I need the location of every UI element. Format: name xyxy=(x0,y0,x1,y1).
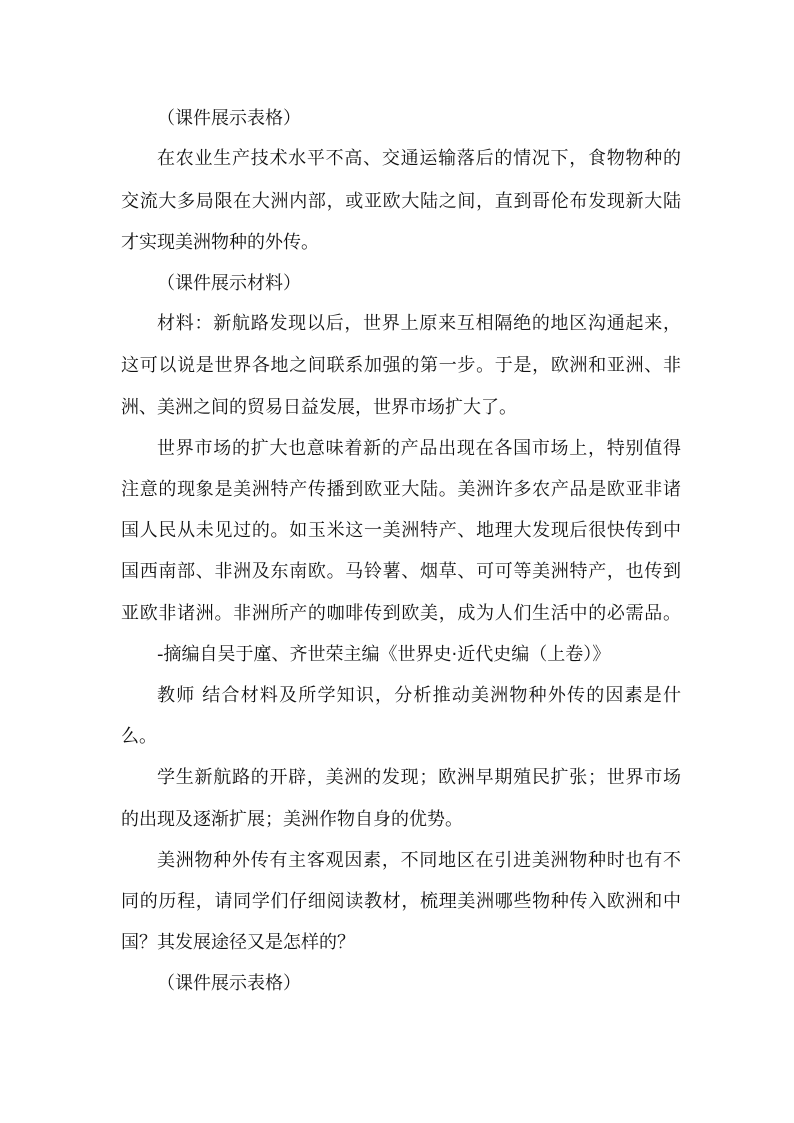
text-line: （课件展示材料） xyxy=(157,273,301,294)
text-line: 国？其发展途径又是怎样的？ xyxy=(121,932,355,953)
text-line: 材料：新航路发现以后，世界上原来互相隔绝的地区沟通起来， xyxy=(157,313,681,334)
text-line: 交流大多局限在大洲内部，或亚欧大陆之间，直到哥伦布发现新大陆 xyxy=(121,191,681,212)
text-line: （课件展示表格） xyxy=(157,108,301,129)
text-line: 教师 结合材料及所学知识，分析推动美洲物种外传的因素是什 xyxy=(157,685,681,706)
text-line: 的出现及逐渐扩展；美洲作物自身的优势。 xyxy=(121,809,463,830)
text-line: 国西南部、非洲及东南欧。马铃薯、烟草、可可等美洲特产，也传到 xyxy=(121,561,681,582)
text-line: 学生新航路的开辟，美洲的发现；欧洲早期殖民扩张；世界市场 xyxy=(157,767,681,788)
text-line: 亚欧非诸洲。非洲所产的咖啡传到欧美，成为人们生活中的必需品。 xyxy=(121,603,681,624)
text-line: 才实现美洲物种的外传。 xyxy=(121,232,319,253)
text-line: 国人民从未见过的。如玉米这一美洲特产、地理大发现后很快传到中 xyxy=(121,520,681,541)
text-line: 美洲物种外传有主客观因素，不同地区在引进美洲物种时也有不 xyxy=(157,850,681,871)
text-line: 在农业生产技术水平不高、交通运输落后的情况下，食物物种的 xyxy=(157,148,681,169)
text-line: 洲、美洲之间的贸易日益发展，世界市场扩大了。 xyxy=(121,397,517,418)
text-line: （课件展示表格） xyxy=(157,973,301,994)
citation: -摘编自吴于廑、齐世荣主编《世界史·近代史编（上卷）》 xyxy=(157,644,611,665)
text-line: 注意的现象是美洲特产传播到欧亚大陆。美洲许多农产品是欧亚非诸 xyxy=(121,479,681,500)
text-line: 么。 xyxy=(121,726,157,747)
text-line: 同的历程，请同学们仔细阅读教材，梳理美洲哪些物种传入欧洲和中 xyxy=(121,891,681,912)
text-line: 这可以说是世界各地之间联系加强的第一步。于是，欧洲和亚洲、非 xyxy=(121,355,681,376)
text-line: 世界市场的扩大也意味着新的产品出现在各国市场上，特别值得 xyxy=(157,438,681,459)
